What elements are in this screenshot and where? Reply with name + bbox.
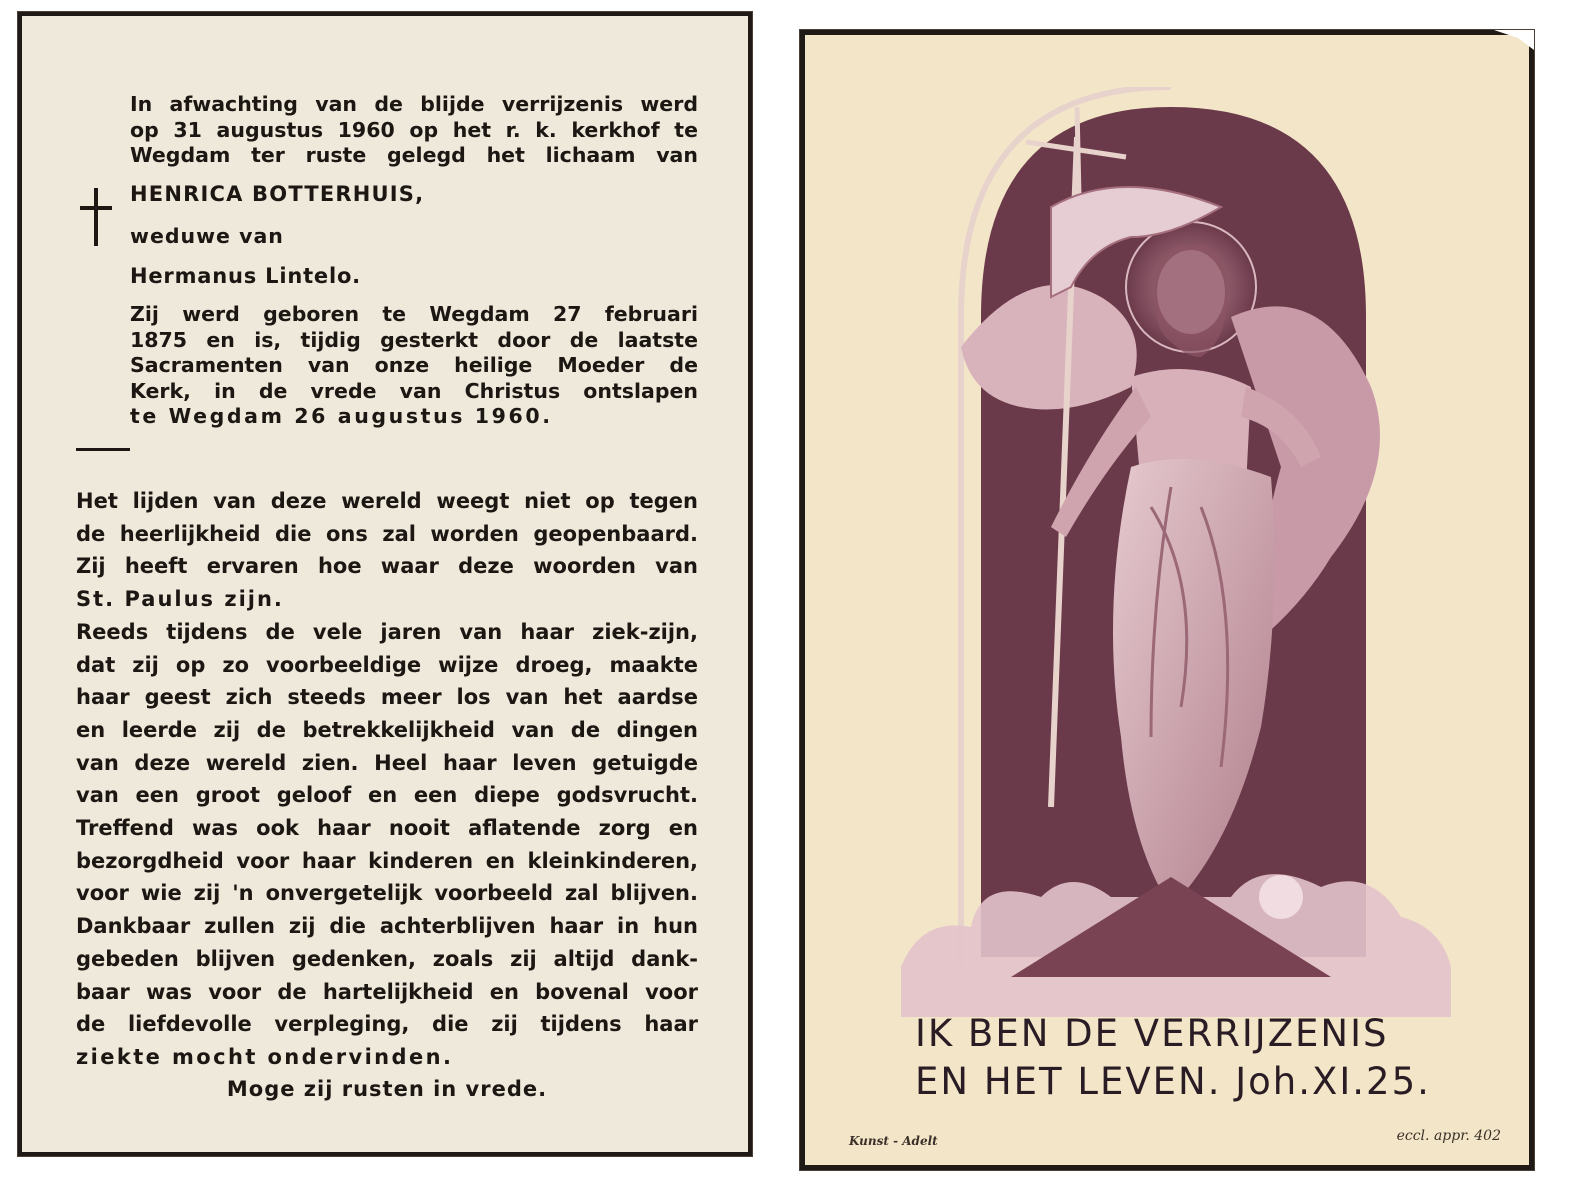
scripture-verse <box>915 1010 1475 1106</box>
body-line: de heerlijkheid die ons zal worden geopenbaard. <box>76 521 698 546</box>
bio-line: Kerk, in de vrede van Christus ontslapen <box>130 378 698 403</box>
memorial-card-image-side <box>800 30 1534 1170</box>
torn-corner <box>1494 30 1534 50</box>
intro-line: Wegdam ter ruste gelegd het lichaam van <box>130 143 698 167</box>
body-line: Dankbaar zullen zij die achterblijven haar in hun <box>76 914 698 939</box>
bio-line: Zij werd geboren te Wegdam 27 februari <box>130 302 698 326</box>
body-line: bezorgdheid voor haar kinderen en kleinkinderen, <box>76 848 698 873</box>
intro-paragraph <box>130 92 698 169</box>
husband-name: Hermanus Lintelo. <box>130 264 361 288</box>
approval-number: eccl. appr. 402 <box>1396 1128 1501 1144</box>
body-line: de liefdevolle verpleging, die zij tijdens haar <box>76 1012 698 1037</box>
widow-of-label: weduwe van <box>130 224 284 248</box>
body-line: Treffend was ook haar nooit aflatende zorg en <box>76 816 698 841</box>
divider <box>76 448 130 451</box>
deceased-name: HENRICA BOTTERHUIS, <box>130 182 425 206</box>
body-line: ziekte mocht ondervinden. <box>76 1044 454 1069</box>
body-line: Het lijden van deze wereld weegt niet op tegen <box>76 489 698 513</box>
body-line: en leerde zij de betrekkelijkheid van de dingen <box>76 717 698 742</box>
closing-prayer: Moge zij rusten in vrede. <box>226 1077 548 1101</box>
memorial-card-text-side <box>18 12 752 1156</box>
body-line: haar geest zich steeds meer los van het aardse <box>76 685 698 710</box>
body-line: St. Paulus zijn. <box>76 587 284 612</box>
biography-paragraph <box>130 302 698 430</box>
bio-line: te Wegdam 26 augustus 1960. <box>130 404 553 428</box>
intro-line: In afwachting van de blijde verrijzenis werd <box>130 92 698 116</box>
bio-line: 1875 en is, tijdig gesterkt door de laatste <box>130 327 698 352</box>
body-line: voor wie zij 'n onvergetelijk voorbeeld zal blijven. <box>76 881 698 906</box>
risen-christ-illustration <box>901 87 1451 1017</box>
verse-line: EN HET LEVEN. Joh.XI.25. <box>915 1060 1431 1103</box>
tribute-paragraph <box>76 485 698 1074</box>
body-line: dat zij op zo voorbeeldige wijze droeg, maakte <box>76 652 698 677</box>
bio-line: Sacramenten van onze heilige Moeder de <box>130 353 698 377</box>
body-line: gebeden blijven gedenken, zoals zij altijd dank- <box>76 946 698 971</box>
publisher-mark: Kunst - Adelt <box>849 1134 938 1148</box>
verse-line: IK BEN DE VERRIJZENIS <box>915 1012 1389 1055</box>
body-line: van deze wereld zien. Heel haar leven getuigde <box>76 750 698 775</box>
intro-line: op 31 augustus 1960 op het r. k. kerkhof te <box>130 117 698 142</box>
body-line: van een groot geloof en een diepe godsvrucht. <box>76 783 698 808</box>
body-line: Zij heeft ervaren hoe waar deze woorden van <box>76 554 698 579</box>
cross-icon <box>80 188 112 250</box>
body-line: baar was voor de hartelijkheid en bovenal voor <box>76 979 698 1004</box>
body-line: Reeds tijdens de vele jaren van haar ziek-zijn, <box>76 619 698 644</box>
